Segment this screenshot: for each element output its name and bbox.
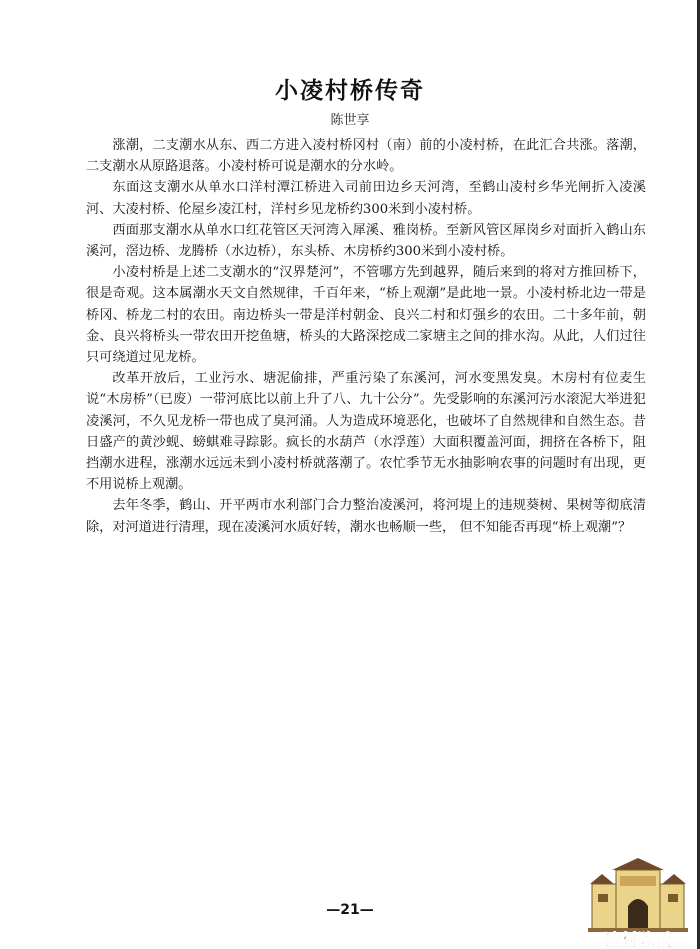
paragraph-6: 去年冬季，鹤山、开平两市水利部门合力整治凌溪河，将河堤上的违规葵树、果树等彻底清除，对河道进行清理，现在凌溪河水质好转，潮水也畅顺一些， 但不知能否再现“桥上观潮”？ bbox=[86, 498, 646, 535]
article-author: 陈世享 bbox=[330, 113, 370, 128]
paragraph-2: 东面这支潮水从单水口洋村潭江桥进入司前田边乡天河湾，至鹤山凌村乡华光闸折入凌溪河、大凌村桥、伦屋乡凌江村，洋村乡见龙桥约300米到小凌村桥。 bbox=[86, 180, 646, 217]
article-body bbox=[86, 135, 646, 538]
page-number: —21— bbox=[326, 902, 374, 918]
paragraph-4: 小凌村桥是上述二支潮水的“汉界楚河”，不管哪方先到越界，随后来到的将对方推回桥下，很是奇观。这本属潮水天文自然规律，千百年来，“桥上观潮”是此地一景。小凌村桥北边一带是桥冈、桥龙二村的农田。南边桥头一带是洋村朝金、良兴二村和灯强乡的农田。二十多年前，朝金、良兴将桥头一带农田开挖鱼塘，桥头的大路深挖成二家塘主之间的排水沟。从此，人们过往只可绕道过见龙桥。 bbox=[86, 265, 646, 366]
paragraph-3: 西面那支潮水从单水口红花管区天河湾入犀溪、雅岗桥。至新风管区犀岗乡对面折入鹤山东溪河，滘边桥、龙腾桥（水边桥），东头桥、木房桥约300米到小凌村桥。 bbox=[86, 222, 646, 260]
paragraph-1: 涨潮，二支潮水从东、西二方进入凌村桥冈村（南）前的小凌村桥，在此汇合共涨。落潮，二支潮水从原路退落。小凌村桥可说是潮水的分水岭。 bbox=[86, 138, 646, 175]
village-gate-logo bbox=[584, 854, 692, 949]
logo-text: 凌村陈氏 bbox=[604, 931, 672, 949]
paragraph-5: 改革开放后，工业污水、塘泥偷排，严重污染了东溪河，河水变黑发臭。木房村有位麦生说“木房桥”（已废）一带河底比以前上升了八、九十公分”。先受影响的东溪河污水滚泥大举进犯凌溪河，不久见龙桥一带也成了臭河涌。人为造成环境恶化，也破坏了自然规律和自然生态。昔日盛产的黄沙蚬、螃蜞难寻踪影。疯长的水葫芦（水浮莲）大面积覆盖河面，拥挤在各桥下，阻挡潮水进程，涨潮水远远未到小凌村桥就落潮了。农忙季节无水抽影响农事的问题时有出现，更不用说桥上观潮。 bbox=[86, 371, 646, 493]
article-title: 小凌村桥传奇 bbox=[275, 78, 425, 104]
